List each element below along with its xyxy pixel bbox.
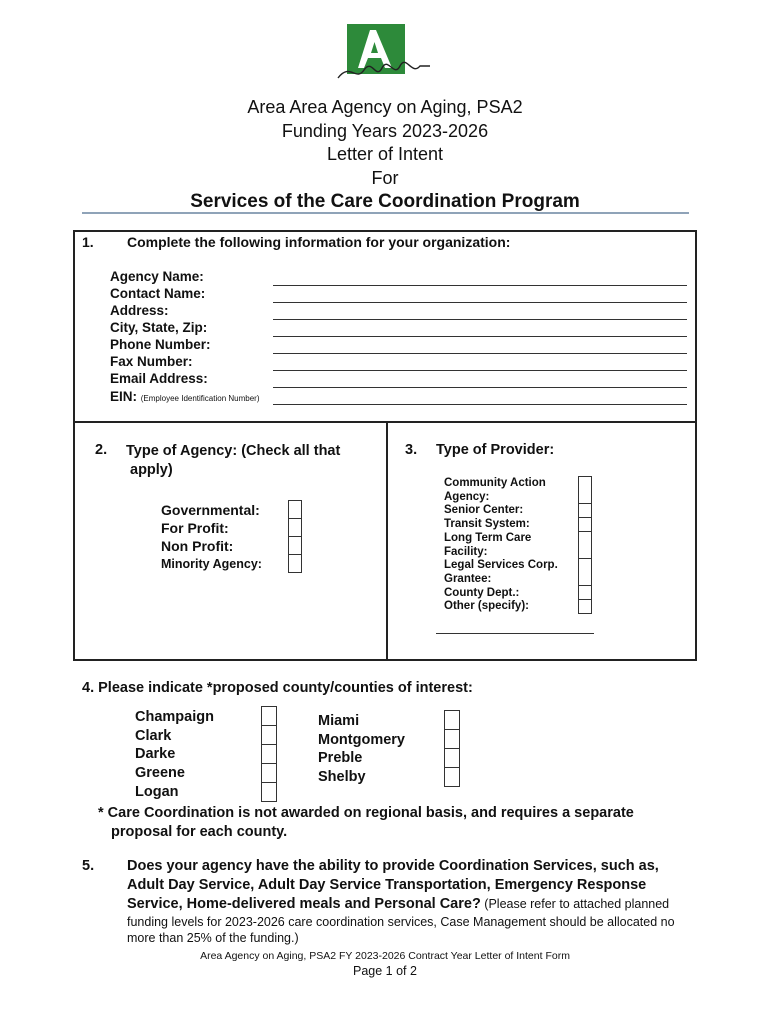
section2-number: 2. [95, 442, 108, 458]
county-clark: Clark [135, 727, 172, 744]
legal-services-checkbox[interactable] [578, 558, 592, 586]
montgomery-checkbox[interactable] [444, 729, 460, 749]
email-field[interactable] [273, 387, 687, 388]
city-state-zip-field[interactable] [273, 336, 687, 337]
section2-heading-line1: Type of Agency: (Check all that [126, 443, 341, 459]
other-checkbox[interactable] [578, 599, 592, 614]
section5-question [127, 857, 727, 946]
transit-system-checkbox[interactable] [578, 517, 592, 532]
ein-label-row [110, 388, 259, 407]
address-field[interactable] [273, 319, 687, 320]
miami-checkbox[interactable] [444, 710, 460, 730]
section5-line3-normal: (Please refer to attached planned [480, 897, 670, 911]
provider-grantee: Grantee: [444, 572, 492, 585]
phone-field[interactable] [273, 353, 687, 354]
fax-label: Fax Number: [110, 354, 193, 369]
section5-number: 5. [82, 858, 95, 874]
county-preble: Preble [318, 750, 363, 767]
senior-center-checkbox[interactable] [578, 503, 592, 518]
county-note-line2: proposal for each county. [111, 824, 288, 840]
provider-long-term-care: Long Term Care [444, 531, 532, 544]
provider-agency: Agency: [444, 490, 490, 503]
section5-line1: Does your agency have the ability to provide Coordination Services, such as, [127, 858, 659, 874]
agency-logo [330, 22, 435, 84]
section5-line4: funding levels for 2023-2026 care coordination services, Case Management should be allocated no [127, 915, 675, 929]
agency-name-label: Agency Name: [110, 269, 204, 284]
section1-heading: Complete the following information for your organization: [127, 234, 511, 250]
for-profit-label: For Profit: [161, 520, 229, 536]
preble-checkbox[interactable] [444, 748, 460, 768]
contact-name-field[interactable] [273, 302, 687, 303]
email-label: Email Address: [110, 371, 208, 386]
doc-type: Letter of Intent [326, 144, 444, 164]
page-number: Page 1 of 2 [353, 964, 417, 978]
county-shelby: Shelby [318, 769, 366, 786]
provider-community-action: Community Action [444, 477, 546, 489]
ein-note: (Employee Identification Number) [140, 394, 260, 403]
community-action-checkbox[interactable] [578, 476, 592, 504]
darke-checkbox[interactable] [261, 744, 277, 764]
section5-line5: more than 25% of the funding.) [127, 931, 299, 945]
right-county-list [318, 712, 405, 787]
section4-heading: 4. Please indicate *proposed county/counties of interest: [82, 680, 473, 696]
for-profit-checkbox[interactable] [288, 518, 302, 537]
county-dept-checkbox[interactable] [578, 585, 592, 600]
governmental-checkbox[interactable] [288, 500, 302, 519]
page-title: Services of the Care Coordination Program [190, 191, 580, 212]
phone-label: Phone Number: [110, 337, 211, 352]
provider-county-dept: County Dept.: [444, 586, 520, 599]
non-profit-label: Non Profit: [161, 538, 234, 554]
agency-name-field[interactable] [273, 285, 687, 286]
non-profit-checkbox[interactable] [288, 536, 302, 555]
section3-heading: Type of Provider: [436, 442, 555, 458]
minority-agency-checkbox[interactable] [288, 554, 302, 573]
section5-line3-bold: Service, Home-delivered meals and Personal Care? [127, 896, 481, 912]
county-darke: Darke [135, 746, 176, 763]
for-line: For [371, 168, 399, 188]
footer-text: Area Agency on Aging, PSA2 FY 2023-2026 Contract Year Letter of Intent Form [200, 950, 570, 962]
address-label: Address: [110, 303, 169, 318]
county-note-line1: * Care Coordination is not awarded on regional basis, and requires a separate [98, 805, 634, 821]
left-county-list [135, 708, 214, 802]
ein-label: EIN: [110, 389, 137, 404]
fax-field[interactable] [273, 370, 687, 371]
logan-checkbox[interactable] [261, 782, 277, 802]
county-logan: Logan [135, 783, 179, 800]
county-champaign: Champaign [135, 709, 214, 725]
section3-number: 3. [405, 442, 418, 458]
long-term-care-checkbox[interactable] [578, 531, 592, 559]
county-greene: Greene [135, 765, 185, 782]
contact-name-label: Contact Name: [110, 286, 206, 301]
provider-facility: Facility: [444, 545, 488, 558]
county-note [98, 804, 634, 842]
ein-field[interactable] [273, 404, 687, 405]
section5-line2: Adult Day Service, Adult Day Service Transportation, Emergency Response [127, 877, 647, 893]
provider-type-list [444, 477, 558, 614]
county-miami: Miami [318, 713, 360, 729]
city-state-zip-label: City, State, Zip: [110, 320, 208, 335]
governmental-label: Governmental: [161, 502, 260, 518]
greene-checkbox[interactable] [261, 763, 277, 783]
shelby-checkbox[interactable] [444, 767, 460, 787]
provider-legal-services: Legal Services Corp. [444, 559, 558, 572]
county-montgomery: Montgomery [318, 731, 405, 748]
section2-heading-line2: apply) [130, 462, 173, 478]
section-divider [386, 421, 388, 661]
provider-transit-system: Transit System: [444, 518, 530, 531]
minority-agency-label: Minority Agency: [161, 557, 262, 571]
section2-heading [126, 442, 340, 480]
provider-other: Other (specify): [444, 600, 529, 613]
champaign-checkbox[interactable] [261, 706, 277, 726]
org-line: Area Area Agency on Aging, PSA2 [247, 97, 523, 117]
title-divider [82, 212, 689, 214]
provider-senior-center: Senior Center: [444, 504, 524, 517]
other-specify-field[interactable] [436, 633, 594, 634]
funding-years: Funding Years 2023-2026 [281, 121, 489, 141]
section1-number: 1. [82, 234, 94, 250]
clark-checkbox[interactable] [261, 725, 277, 745]
